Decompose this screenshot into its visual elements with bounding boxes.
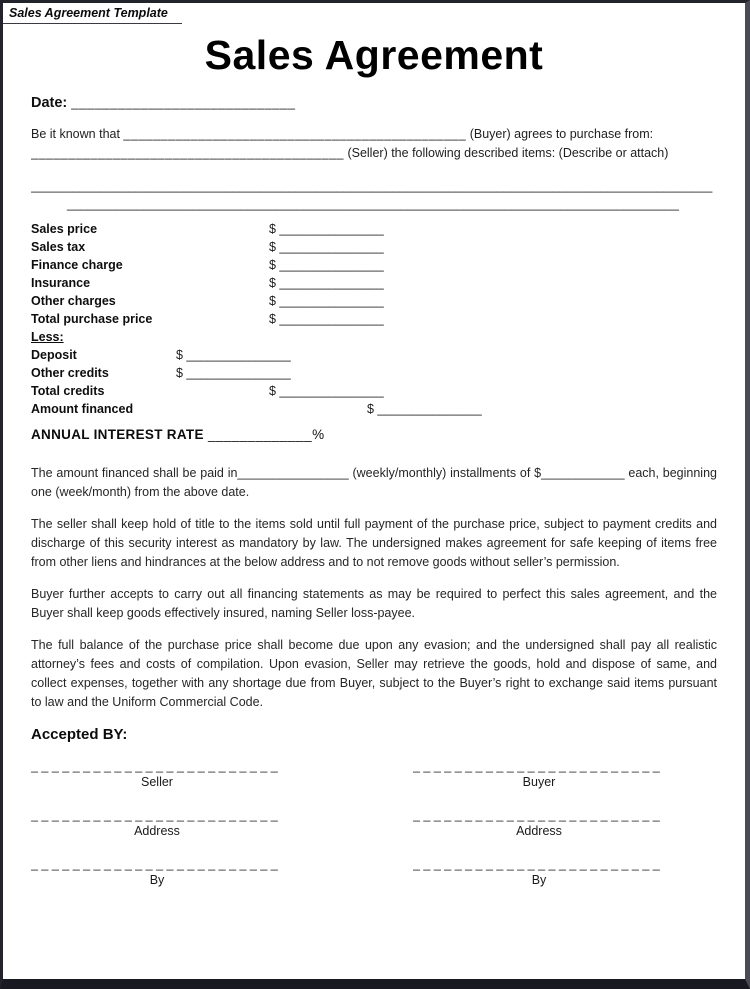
pricing-row-amount-financed: [31, 402, 717, 420]
signature-area: [31, 759, 717, 906]
pricing-row-insurance: [31, 276, 717, 294]
seller-by-label: By: [149, 873, 165, 887]
pricing-label: Other charges: [31, 294, 116, 308]
intro-paragraph: [31, 125, 717, 163]
items-blank-line-2: ________________________________________________________________________________________: [67, 197, 679, 211]
described-items-section: [31, 177, 717, 213]
pricing-row-total-purchase-price: [31, 312, 717, 330]
pricing-amount-blank: $ _______________: [176, 348, 291, 362]
date-blank: _____________________________: [71, 95, 296, 110]
pricing-amount-blank: $ _______________: [269, 312, 384, 326]
items-blank-line-1: __________________________________________________________________________________________________: [31, 179, 713, 193]
buyer-signature-block: [413, 759, 665, 789]
interest-rate-blank: _____________: [203, 427, 313, 442]
buyer-signature-label: Buyer: [522, 775, 556, 789]
pricing-row-other-charges: [31, 294, 717, 312]
pricing-amount-blank: $ _______________: [269, 384, 384, 398]
buyer-by-block: [413, 857, 665, 887]
seller-signature-block: [31, 759, 283, 789]
document-content: [3, 95, 745, 906]
pricing-row-sales-tax: [31, 240, 717, 258]
pricing-row-other-credits: [31, 366, 717, 384]
seller-signature-column: [31, 759, 283, 906]
pricing-label-less: Less:: [31, 330, 64, 344]
pricing-row-sales-price: [31, 222, 717, 240]
pricing-amount-blank: $ _______________: [269, 240, 384, 254]
pricing-amount-blank: $ _______________: [269, 276, 384, 290]
pricing-label: Total credits: [31, 384, 105, 398]
pricing-label: Other credits: [31, 366, 109, 380]
seller-by-block: [31, 857, 283, 887]
terms-paragraph-full-balance: The full balance of the purchase price shall become due upon any evasion; and the undersigned shall pay all realistic attorney’s fees and costs of compilation. Upon evasion, Seller may retrieve the goods, hold and dispose of same, and collect expenses, together with any shortage due from Buyer, subject to the Buyer’s right to exchange said items pursuant to law and the Uniform Commercial Code.: [31, 638, 717, 709]
intro-line-seller: [31, 144, 717, 163]
annual-interest-rate-label: ANNUAL INTEREST RATE: [31, 427, 204, 442]
pricing-table: [31, 222, 717, 420]
date-line: [31, 95, 717, 111]
document-title: Sales Agreement: [204, 32, 544, 78]
annual-interest-rate-line: [31, 427, 717, 442]
buyer-signature-column: [413, 759, 665, 906]
pricing-row-deposit: [31, 348, 717, 366]
buyer-by-label: By: [531, 873, 547, 887]
pricing-amount-blank: $ _______________: [176, 366, 291, 380]
seller-by-line: _ _ _ _ _ _ _ _ _ _ _ _ _ _ _ _ _ _ _ _ _ _ _ _: [31, 857, 278, 871]
seller-address-label: Address: [134, 824, 180, 838]
seller-signature-line: _ _ _ _ _ _ _ _ _ _ _ _ _ _ _ _ _ _ _ _ _ _ _ _: [31, 759, 278, 773]
pricing-label: Sales price: [31, 222, 98, 236]
date-label: Date:: [31, 95, 68, 111]
buyer-name-blank: ______________________________________________: [123, 127, 467, 141]
pricing-label: Amount financed: [31, 402, 134, 416]
pricing-row-less: [31, 330, 717, 348]
buyer-address-line: _ _ _ _ _ _ _ _ _ _ _ _ _ _ _ _ _ _ _ _ _ _ _ _: [413, 808, 660, 822]
seller-address-block: [31, 808, 283, 838]
pricing-amount-blank: $ _______________: [269, 294, 384, 308]
intro-line-buyer: [31, 125, 717, 144]
terms-paragraph-financing-statements: Buyer further accepts to carry out all financing statements as may be required to perfect this sales agreement, and the Buyer shall keep goods effectively insured, naming Seller loss-payee.: [31, 587, 717, 620]
intro-text-before-buyer: Be it known that: [31, 127, 124, 141]
pricing-label: Total purchase price: [31, 312, 153, 326]
buyer-signature-line: _ _ _ _ _ _ _ _ _ _ _ _ _ _ _ _ _ _ _ _ _ _ _ _: [413, 759, 660, 773]
pricing-label: Sales tax: [31, 240, 86, 254]
intro-text-after-buyer: (Buyer) agrees to purchase from:: [466, 127, 654, 141]
template-corner-label: Sales Agreement Template: [3, 3, 182, 24]
percent-sign: %: [312, 427, 325, 442]
intro-text-after-seller: (Seller) the following described items: (Describe or attach): [343, 146, 669, 160]
pricing-amount-blank: $ _______________: [269, 222, 384, 236]
pricing-label: Finance charge: [31, 258, 123, 272]
buyer-address-label: Address: [516, 824, 562, 838]
terms-paragraph-title-retention: The seller shall keep hold of title to the items sold until full payment of the purchase price, subject to payment credits and discharge of this security interest as mandatory by law. The undersigned makes agreement for safe keeping of items free from other liens and hindrances at the below address and to not remove goods without seller’s permission.: [31, 517, 717, 569]
seller-address-line: _ _ _ _ _ _ _ _ _ _ _ _ _ _ _ _ _ _ _ _ _ _ _ _: [31, 808, 278, 822]
terms-paragraph-installments: The amount financed shall be paid in________________ (weekly/monthly) installments of $____________ each, beginning one (week/month) from the above date.: [31, 466, 717, 499]
accepted-by-heading: Accepted BY:: [31, 726, 128, 743]
buyer-address-block: [413, 808, 665, 838]
pricing-amount-blank: $ _______________: [269, 258, 384, 272]
pricing-label: Deposit: [31, 348, 77, 362]
pricing-amount-blank: $ _______________: [367, 402, 482, 416]
seller-signature-label: Seller: [141, 775, 173, 789]
buyer-by-line: _ _ _ _ _ _ _ _ _ _ _ _ _ _ _ _ _ _ _ _ _ _ _ _: [413, 857, 660, 871]
seller-name-blank: __________________________________________: [31, 146, 344, 160]
pricing-label: Insurance: [31, 276, 91, 290]
pricing-row-total-credits: [31, 384, 717, 402]
pricing-row-finance-charge: [31, 258, 717, 276]
